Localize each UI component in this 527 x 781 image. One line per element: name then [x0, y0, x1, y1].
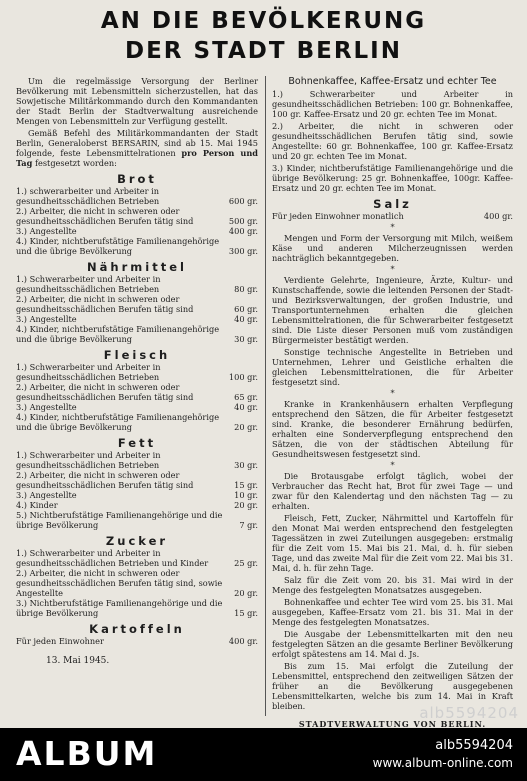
ration-row — [16, 636, 258, 646]
headline-line-2: DER STADT BERLIN — [125, 38, 402, 64]
ration-row-text: 1.) Schwerarbeiter und Arbeiter in gesundheitsschädlichen Betrieben — [16, 450, 161, 470]
ration-row — [16, 294, 258, 314]
separator-star: * — [390, 388, 395, 398]
ration-row-amount: 65 gr. — [234, 392, 258, 402]
ration-row-text: 3.) Angestellte — [16, 402, 77, 412]
section-title: Zucker — [105, 534, 169, 548]
ration-row-amount: 400 gr. — [228, 226, 258, 236]
section-title: Nährmittel — [87, 260, 187, 274]
ration-row-amount: 80 gr. — [234, 284, 258, 294]
section-title: Kartoffeln — [89, 622, 185, 636]
ration-row-amount: 7 gr. — [239, 520, 258, 530]
ration-row-amount: 100 gr. — [228, 372, 258, 382]
ration-row-amount: 40 gr. — [234, 314, 258, 324]
salt-distribution-paragraph: Salz für die Zeit vom 20. bis 31. Mai wird in der Menge des festgelegten Monatsatzes ausgegeben. — [272, 575, 513, 595]
cards-distribution-paragraph: Die Ausgabe der Lebensmittelkarten mit den neu festgelegten Sätzen an die gesamte Berliner Bevölkerung erfolgt spätestens am 14. Mai d. Js. — [272, 629, 513, 659]
ration-row — [16, 510, 258, 530]
ration-row — [16, 226, 258, 236]
ration-row — [16, 490, 258, 500]
album-logo: ALBUM — [16, 734, 158, 773]
ration-row — [16, 186, 258, 206]
ration-row — [16, 500, 258, 510]
separator-star: * — [390, 460, 395, 470]
separator-star: * — [390, 222, 395, 232]
coffee-distribution-paragraph: Bohnenkaffee und echter Tee wird vom 25. bis 31. Mai ausgegeben, Kaffee-Ersatz vom 21. bis 31. Mai in der Menge des festgelegten Monatsatzes. — [272, 597, 513, 627]
bread-distribution-paragraph: Die Brotausgabe erfolgt täglich, wobei der Verbraucher das Recht hat, Brot für zwei Tage — und zwar für den Kalendertag und den nächsten Tag — zu erhalten. — [272, 471, 513, 511]
footer-image-id: alb5594204 — [435, 738, 513, 753]
right-column — [272, 76, 513, 728]
ration-row-text: 4.) Kinder, nichtberufstätige Familienangehörige und die übrige Bevölkerung — [16, 236, 220, 256]
coffee-row: 3.) Kinder, nichtberufstätige Familienangehörige und die übrige Bevölkerung: 25 gr. Bohnenkaffee, 100gr. Kaffee-Ersatz und 20 gr. echten Tee im Monat. — [272, 163, 513, 193]
ration-row-amount: 10 gr. — [234, 490, 258, 500]
ration-row-text: 5.) Nichtberufstätige Familienangehörige und die übrige Bevölkerung — [16, 510, 223, 530]
ration-row-amount: 20 gr. — [234, 500, 258, 510]
stock-footer-bar — [0, 728, 527, 781]
ration-row-text: 2.) Arbeiter, die nicht in schweren oder gesundheitsschädlichen Berufen tätig sind, sowie Angestellte — [16, 568, 223, 598]
ration-row — [16, 324, 258, 344]
ration-row-amount: 40 gr. — [234, 402, 258, 412]
signature: STADTVERWALTUNG VON BERLIN. — [298, 719, 487, 728]
salt-row-text: Für jeden Einwohner monatlich — [272, 211, 404, 221]
ration-row-text: 3.) Angestellte — [16, 490, 77, 500]
ration-row-text: Für jeden Einwohner — [16, 636, 104, 646]
ration-row-amount: 600 gr. — [228, 196, 258, 206]
interim-distribution-paragraph: Bis zum 15. Mai erfolgt die Zuteilung der Lebensmittel, entsprechend den zeitweiligen Sätzen der früher an die Bevölkerung ausgegebenen Lebensmittelkarten, welche bis zum 14. Mai in Kraft bleiben. — [272, 661, 513, 711]
left-column — [16, 76, 258, 666]
ration-row-amount: 400 gr. — [228, 636, 258, 646]
intro-paragraph-1: Um die regelmässige Versorgung der Berliner Bevölkerung mit Lebensmitteln sicherzustellen, hat das Sowjetische Militärkommando durch den Kommandanten der Stadt Berlin der Stadtverwaltung ausreichende Mengen von Lebensmitteln zur Verfügung gestellt. — [16, 76, 258, 126]
ration-row — [16, 362, 258, 382]
ration-row-text: 3.) Angestellte — [16, 314, 77, 324]
ration-row-text: 2.) Arbeiter, die nicht in schweren oder gesundheitsschädlichen Berufen tätig sind — [16, 206, 194, 226]
coffee-section-title: Bohnenkaffee, Kaffee-Ersatz und echter Tee — [288, 76, 497, 87]
ration-row — [16, 450, 258, 470]
ration-row-amount: 25 gr. — [234, 558, 258, 568]
scholars-paragraph: Verdiente Gelehrte, Ingenieure, Ärzte, Kultur- und Kunstschaffende, sowie die leitenden Personen der Stadt- und Bezirksverwaltungen, der großen Industrie, und Transportunternehmen erhalten die gleichen Lebensmittelrationen, die für Schwerarbeiter festgesetzt sind. Die Liste dieser Personen muß vom zuständigen Bürgermeister bestätigt werden. — [272, 275, 513, 345]
ration-row-amount: 20 gr. — [234, 588, 258, 598]
section-title: Brot — [117, 172, 157, 186]
ration-row — [16, 568, 258, 598]
technicians-paragraph: Sonstige technische Angestellte in Betrieben und Unternehmen, Lehrer und Geistliche erhalten die gleichen Lebensmittelrationen, die für Arbeiter festgesetzt sind. — [272, 347, 513, 387]
ration-row — [16, 548, 258, 568]
ration-row-text: 1.) schwerarbeiter und Arbeiter in gesundheitsschädlichen Betrieben — [16, 186, 160, 206]
ration-row-text: 1.) Schwerarbeiter und Arbeiter in gesundheitsschädlichen Betrieben und Kinder — [16, 548, 209, 568]
ration-row-text: 4.) Kinder, nichtberufstätige Familienangehörige und die übrige Bevölkerung — [16, 324, 220, 344]
ration-row — [16, 236, 258, 256]
ration-row-amount: 15 gr. — [234, 480, 258, 490]
patients-paragraph: Kranke in Krankenhäusern erhalten Verpflegung entsprechend den Sätzen, die für Arbeiter festgesetzt sind. Kranke, die besonderer Ernährung bedürfen, erhalten eine Sonderverpflegung entsprechend den Sätzen, die von der städtischen Abteilung für Gesundheitswesen festgesetzt sind. — [272, 399, 513, 459]
ration-row-text: 1.) Schwerarbeiter und Arbeiter in gesundheitsschädlichen Betrieben — [16, 362, 161, 382]
section-title: Fleisch — [103, 348, 171, 362]
ration-row-text: 4.) Kinder, nichtberufstätige Familienangehörige und die übrige Bevölkerung — [16, 412, 220, 432]
ration-row — [16, 274, 258, 294]
salt-row-amount: 400 gr. — [483, 211, 513, 221]
ration-row-amount: 20 gr. — [234, 422, 258, 432]
ration-row-text: 2.) Arbeiter, die nicht in schweren oder gesundheitsschädlichen Berufen tätig sind — [16, 470, 194, 490]
image-id-watermark: alb5594204 — [419, 704, 519, 722]
salt-row — [272, 211, 513, 221]
coffee-row: 1.) Schwerarbeiter und Arbeiter in gesundheitsschädlichen Betrieben: 100 gr. Bohnenkaffee, 100 gr. Kaffee-Ersatz und 20 gr. echten Tee im Monat. — [272, 89, 513, 119]
ration-row — [16, 206, 258, 226]
salt-section-title: Salz — [373, 197, 412, 211]
headline-line-1: AN DIE BEVÖLKERUNG — [100, 8, 427, 34]
ration-row-amount: 60 gr. — [234, 304, 258, 314]
ration-row — [16, 470, 258, 490]
ration-row-amount: 30 gr. — [234, 460, 258, 470]
ration-row-text: 2.) Arbeiter, die nicht in schweren oder gesundheitsschädlichen Berufen tätig sind — [16, 382, 194, 402]
ration-sections — [16, 172, 258, 646]
ration-row — [16, 598, 258, 618]
ration-row-amount: 15 gr. — [234, 608, 258, 618]
issue-date: 13. Mai 1945. — [46, 656, 110, 666]
ration-row-text: 3.) Nichtberufstätige Familienangehörige und die übrige Bevölkerung — [16, 598, 223, 618]
separator-star: * — [390, 264, 395, 274]
footer-url: www.album-online.com — [372, 756, 513, 770]
ration-row-amount: 500 gr. — [228, 216, 258, 226]
ration-row-amount: 300 gr. — [228, 246, 258, 256]
milk-paragraph: Mengen und Form der Versorgung mit Milch, weißem Käse und anderen Milcherzeugnissen werden nachträglich bekanntgegeben. — [272, 233, 513, 263]
ration-row-text: 1.) Schwerarbeiter und Arbeiter in gesundheitsschädlichen Betrieben — [16, 274, 161, 294]
ration-row — [16, 314, 258, 324]
meat-distribution-paragraph: Fleisch, Fett, Zucker, Nährmittel und Kartoffeln für den Monat Mai werden entsprechend den festgelegten Tagessätzen in zwei Zuteilungen ausgegeben: erstmalig für die Zeit vom 15. Mai bis 21. Mai, d. h. für sieben Tage, und das zweite Mal für die Zeit vom 22. Mai bis 31. Mai, d. h. für zehn Tage. — [272, 513, 513, 573]
ration-row-text: 2.) Arbeiter, die nicht in schweren oder gesundheitsschädlichen Berufen tätig sind — [16, 294, 194, 314]
ration-row — [16, 382, 258, 402]
coffee-row: 2.) Arbeiter, die nicht in schweren oder gesundheitsschädlichen Berufen tätig sind, sowie Angestellte: 60 gr. Bohnenkaffee, 100 gr. Kaffee-Ersatz und 20 gr. echten Tee im Monat. — [272, 121, 513, 161]
ration-row-text: 3.) Angestellte — [16, 226, 77, 236]
ration-row-text: 4.) Kinder — [16, 500, 58, 510]
ration-row — [16, 402, 258, 412]
coffee-rows — [272, 89, 513, 193]
ration-row — [16, 412, 258, 432]
intro-paragraph-2: Gemäß Befehl des Militärkommandanten der Stadt Berlin, Generaloberst BERSARIN, sind ab 15. Mai 1945 folgende, feste Lebensmittelrationen pro Person und Tag festgesetzt worden: — [16, 128, 258, 168]
column-divider — [265, 76, 266, 716]
ration-row-amount: 30 gr. — [234, 334, 258, 344]
section-title: Fett — [117, 436, 157, 450]
